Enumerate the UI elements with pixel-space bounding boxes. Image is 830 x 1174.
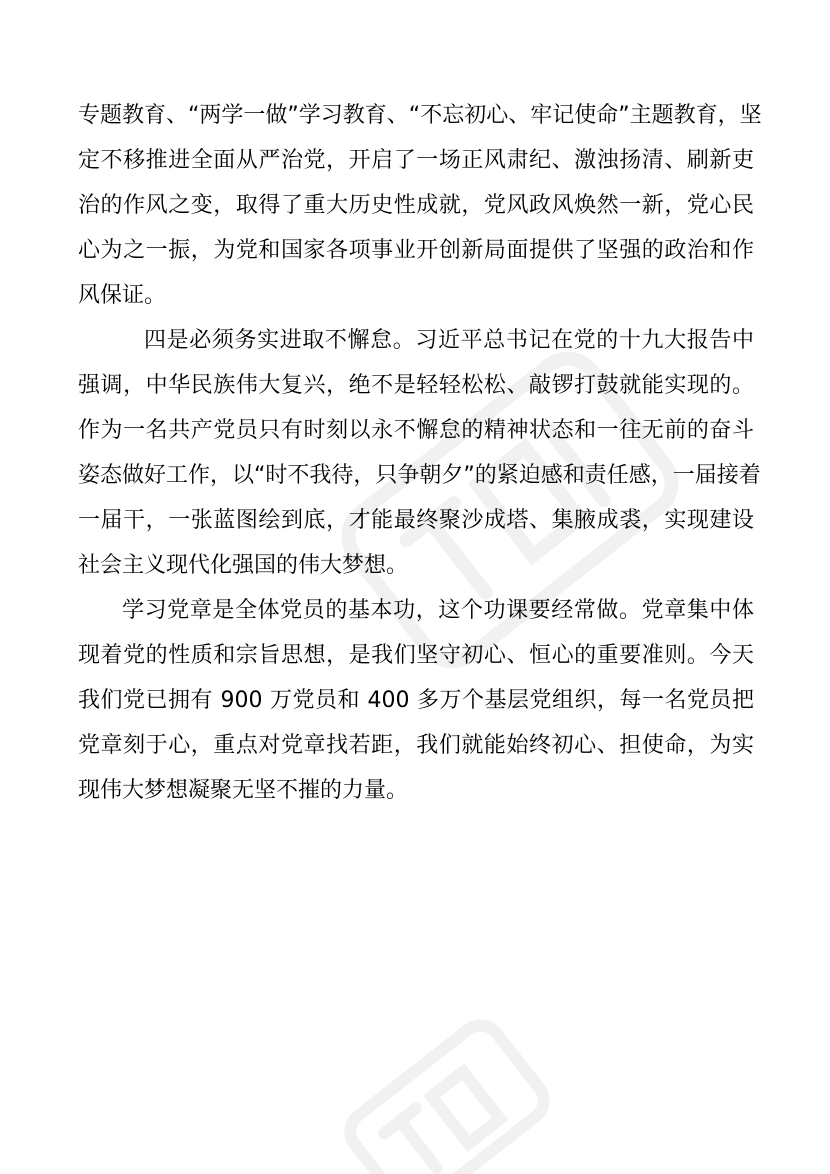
text-line: 现伟大梦想凝聚无坚不摧的力量。 [78, 778, 409, 803]
watermark-logo-bottom [330, 1000, 570, 1174]
text-line: 强调，中华民族伟大复兴，绝不是轻轻松松、敲锣打鼓就能实现的。 [78, 373, 754, 398]
text-line: 社会主义现代化强国的伟大梦想。 [78, 553, 409, 578]
paragraph-3 [78, 595, 754, 806]
body-text [78, 100, 762, 820]
paragraph-1 [78, 100, 762, 311]
text-line: 姿态做好工作，以“时不我待，只争朝夕”的紧迫感和责任感，一届接着 [78, 463, 761, 488]
text-line: 心为之一振，为党和国家各项事业开创新局面提供了坚强的政治和作 [78, 238, 754, 263]
paragraph-2 [78, 325, 761, 581]
text-line: 我们党已拥有 900 万党员和 400 多万个基层党组织，每一名党员把 [78, 688, 754, 713]
text-line: 专题教育、“两学一做”学习教育、“不忘初心、牢记使命”主题教育，坚 [78, 103, 762, 128]
text-line: 党章刻于心，重点对党章找若距，我们就能始终初心、担使命，为实 [78, 733, 754, 758]
text-line: 定不移推进全面从严治党，开启了一场正风肃纪、激浊扬清、刷新吏 [78, 148, 754, 173]
text-line: 现着党的性质和宗旨思想，是我们坚守初心、恒心的重要准则。今天 [78, 643, 754, 668]
text-line: 四是必须务实进取不懈怠。习近平总书记在党的十九大报告中 [144, 328, 754, 353]
text-line: 作为一名共产党员只有时刻以永不懈怠的精神状态和一往无前的奋斗 [78, 418, 754, 443]
text-line: 一届干，一张蓝图绘到底，才能最终聚沙成塔、集腋成裘，实现建设 [78, 508, 754, 533]
text-line: 治的作风之变，取得了重大历史性成就，党风政风焕然一新，党心民 [78, 193, 754, 218]
text-line: 风保证。 [78, 283, 167, 308]
text-line: 学习党章是全体党员的基本功，这个功课要经常做。党章集中体 [122, 598, 754, 623]
